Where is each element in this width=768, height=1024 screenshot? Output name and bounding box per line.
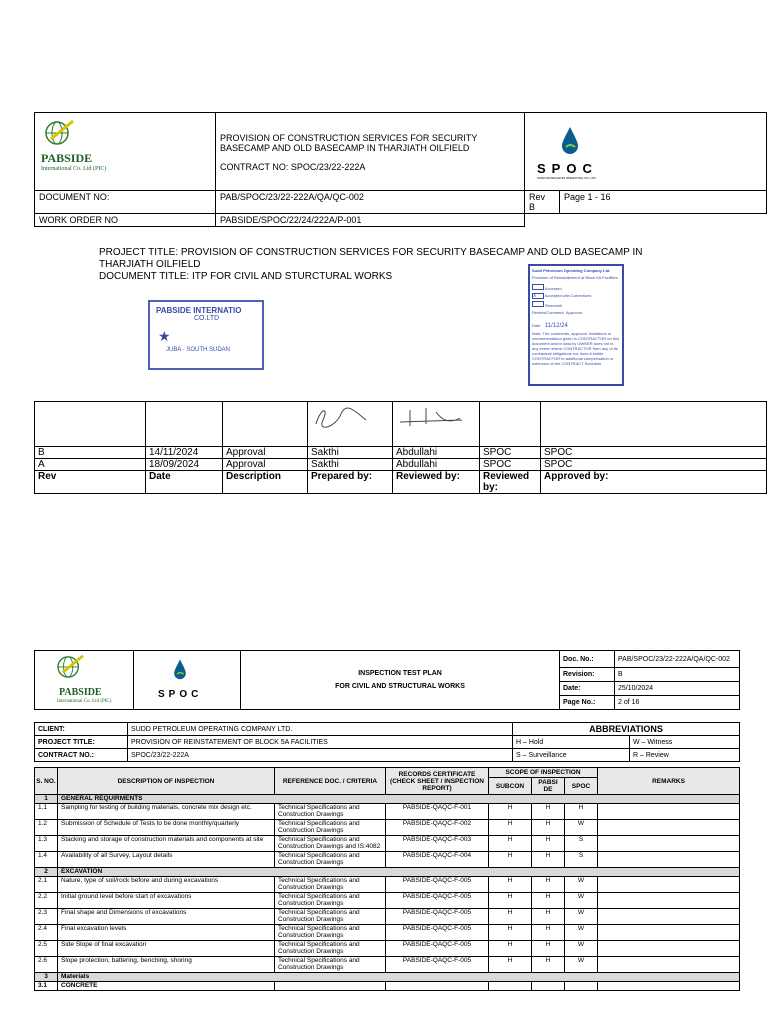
itp-title-line2: FOR CIVIL AND STRUCTURAL WORKS [335, 683, 465, 690]
reviewed-cell: Abdullahi [393, 459, 480, 471]
row-subcon: H [489, 941, 532, 957]
row-description: Availability of all Survey, Layout details [58, 852, 275, 868]
revision-labels [35, 471, 767, 494]
row-reference: Technical Specifications and Construction Drawings [275, 925, 386, 941]
row-record: PABSIDE-QAQC-F-001 [386, 804, 489, 820]
document-title: DOCUMENT TITLE: ITP FOR CIVIL AND STURCTURAL WORKS [99, 271, 393, 282]
row-description: Stacking and storage of construction materials and components at site [58, 836, 275, 852]
row-description: Slope protection, battering, benching, shoring [58, 957, 275, 973]
row-remarks [598, 804, 740, 820]
row-reference: Technical Specifications and Construction Drawings [275, 820, 386, 836]
header-title-cell [216, 113, 525, 191]
prepared-header: Prepared by: [308, 471, 393, 494]
table-row [35, 982, 740, 991]
table-row [35, 909, 740, 925]
spoc-logo [525, 113, 767, 191]
stamp2-title: Sudd Petroleum Operating Company Ltd. [532, 268, 611, 273]
stamp-line3: JUBA - SOUTH SUDAN [166, 347, 231, 353]
row-number: 2.3 [35, 909, 58, 925]
col-scope: SCOPE OF INSPECTION [489, 768, 598, 778]
itp-page-label: Page No.: [560, 696, 615, 710]
row-remarks [598, 852, 740, 868]
row-pabside: H [532, 941, 565, 957]
section-title: EXCAVATION [58, 868, 740, 877]
row-spoc: W [565, 941, 598, 957]
globe-icon [43, 119, 75, 145]
reviewed-header: Reviewed by: [393, 471, 480, 494]
header-title-line2: BASECAMP AND OLD BASECAMP IN THARJIATH OILFIELD [220, 143, 470, 153]
row-pabside: H [532, 852, 565, 868]
row-subcon: H [489, 804, 532, 820]
row-description: Side Slope of final excavation [58, 941, 275, 957]
prepared-cell: Sakthi [308, 459, 393, 471]
row-reference: Technical Specifications and Construction Drawings [275, 909, 386, 925]
itp-header [34, 650, 740, 710]
row-pabside: H [532, 957, 565, 973]
row-spoc: W [565, 925, 598, 941]
rev-label: Rev [529, 192, 546, 202]
row-record: PABSIDE-QAQC-F-005 [386, 909, 489, 925]
row-description: Submission of Schedule of Tests to be done monthly/quarterly [58, 820, 275, 836]
row-reference: Technical Specifications and Construction Drawings and IS:4082 [275, 836, 386, 852]
row-subcon: H [489, 893, 532, 909]
row-pabside: H [532, 909, 565, 925]
row-pabside: H [532, 820, 565, 836]
rev-cell [525, 191, 560, 214]
row-remarks [598, 909, 740, 925]
document-header [34, 112, 767, 227]
rev-cell: B [35, 447, 146, 459]
section-number: 3 [35, 973, 58, 982]
col-records-line2: (CHECK SHEET / INSPECTION REPORT) [390, 777, 484, 792]
row-spoc: W [565, 820, 598, 836]
spoc-subtitle: SUDD PETROLEUM OPERATING CO. LTD [537, 176, 596, 180]
table-row [35, 820, 740, 836]
abbr-witness: W – Witness [630, 736, 740, 749]
stamp-line1: PABSIDE INTERNATIO [156, 306, 242, 315]
itp-company-name: PABSIDE [59, 687, 102, 698]
table-row [35, 852, 740, 868]
doc-no-label: DOCUMENT NO: [35, 191, 216, 214]
stamp2-note: Note: The comments, approval, limitations or recommendation given to CONTRACTOR on this document and/or data by OWNER does not in any event relieve CONTRACTOR from any of its contractual obligations nor does it entitle CONTRACTOR to additional compensation or extension of the CONTRACT Schedule [532, 331, 620, 366]
row-spoc: W [565, 957, 598, 973]
reviewed-by-cell: SPOC [480, 447, 541, 459]
table-row [35, 804, 740, 820]
client-value: SUDD PETROLEUM OPERATING COMPANY LTD. [128, 723, 513, 736]
row-spoc: W [565, 909, 598, 925]
signature-prepared [308, 402, 393, 447]
stamp2-review-row [532, 310, 620, 315]
work-order-label: WORK ORDER NO [35, 214, 216, 227]
date-cell: 18/09/2024 [146, 459, 223, 471]
reviewed-by-header: Reviewed by: [480, 471, 541, 494]
row-reference: Technical Specifications and Construction Drawings [275, 941, 386, 957]
row-subcon: H [489, 909, 532, 925]
stamp2-opt3 [532, 301, 620, 308]
section-title: Materials [58, 973, 740, 982]
itp-title-line1: INSPECTION TEST PLAN [358, 670, 442, 677]
row-spoc: H [565, 804, 598, 820]
oil-drop-icon [559, 125, 581, 155]
table-row [35, 941, 740, 957]
reviewed-cell: Abdullahi [393, 447, 480, 459]
inspection-table [34, 767, 740, 991]
row-remarks [598, 820, 740, 836]
col-subcon: SUBCON [489, 778, 532, 795]
row-pabside: H [532, 836, 565, 852]
stamp2-opt3-label: Resubmit [545, 303, 563, 308]
row-subcon: H [489, 820, 532, 836]
description-cell: Approval [223, 447, 308, 459]
abbr-surveillance: S – Surveillance [513, 749, 630, 762]
company-stamp [148, 300, 264, 370]
signature-reviewed [393, 402, 480, 447]
oil-drop-icon [172, 657, 188, 681]
section-number: 2 [35, 868, 58, 877]
row-number: 1.1 [35, 804, 58, 820]
abbr-hold: H – Hold [513, 736, 630, 749]
col-spoc: SPOC [565, 778, 598, 795]
itp-pabside-logo [35, 651, 134, 710]
row-number: 3.1 [35, 982, 58, 991]
section-row [35, 868, 740, 877]
row-spoc: W [565, 893, 598, 909]
row-remarks [598, 957, 740, 973]
stamp2-approval: Approval: [565, 310, 583, 315]
row-description: Initial ground level before start of excavations [58, 893, 275, 909]
row-record: PABSIDE-QAQC-F-004 [386, 852, 489, 868]
project-label: PROJECT TITLE: [35, 736, 128, 749]
row-record: PABSIDE-QAQC-F-003 [386, 836, 489, 852]
row-pabside: H [532, 877, 565, 893]
revision-table [34, 401, 767, 494]
row-record: PABSIDE-QAQC-F-005 [386, 925, 489, 941]
row-record: PABSIDE-QAQC-F-002 [386, 820, 489, 836]
row-description: CONCRETE [58, 982, 275, 991]
col-sno: S. NO. [35, 768, 58, 795]
project-value: PROVISION OF REINSTATEMENT OF BLOCK 5A FACILITIES [128, 736, 513, 749]
stamp2-date-label: Date [532, 323, 541, 328]
page-label: Page 1 - 16 [560, 191, 767, 214]
itp-doc-value: PAB/SPOC/23/22-222A/QA/QC-002 [615, 651, 740, 668]
row-description: Sampling for testing of building materials, concrete mix design etc. [58, 804, 275, 820]
section-row [35, 973, 740, 982]
row-record: PABSIDE-QAQC-F-005 [386, 941, 489, 957]
company-subtitle: International Co. Ltd (PIC) [41, 166, 107, 172]
row-remarks [598, 893, 740, 909]
row-subcon: H [489, 877, 532, 893]
stamp2-sub: Provision of Reinstatement of Block 5A Facilities [532, 275, 618, 280]
row-spoc: W [565, 877, 598, 893]
description-header: Description [223, 471, 308, 494]
itp-company-sub: International Co. Ltd (PIC) [57, 699, 112, 704]
row-reference: Technical Specifications and Construction Drawings [275, 804, 386, 820]
contract-value: SPOC/23/22-222A [128, 749, 513, 762]
row-record: PABSIDE-QAQC-F-005 [386, 877, 489, 893]
row-reference [275, 982, 386, 991]
col-remarks: REMARKS [598, 768, 740, 795]
row-record: PABSIDE-QAQC-F-005 [386, 893, 489, 909]
row-reference: Technical Specifications and Construction Drawings [275, 852, 386, 868]
pabside-logo [35, 113, 216, 191]
rev-header: Rev [35, 471, 146, 494]
row-number: 2.5 [35, 941, 58, 957]
row-subcon: H [489, 852, 532, 868]
row-number: 2.4 [35, 925, 58, 941]
doc-no-value: PAB/SPOC/23/22-222A/QA/QC-002 [216, 191, 525, 214]
row-pabside: H [532, 925, 565, 941]
row-spoc: S [565, 836, 598, 852]
stamp-line2: CO.LTD [194, 315, 220, 322]
row-description: Final shape and Dimensions of excavations [58, 909, 275, 925]
rev-value: B [529, 202, 536, 212]
approved-cell: SPOC [541, 459, 767, 471]
itp-rev-value: B [615, 668, 740, 682]
row-number: 1.3 [35, 836, 58, 852]
approval-stamp [528, 264, 624, 386]
row-description: Nature, type of soil/rock before and during excavations [58, 877, 275, 893]
project-title-line1: PROJECT TITLE: PROVISION OF CONSTRUCTION SERVICES FOR SECURITY BASECAMP AND OLD BASECAMP IN [99, 247, 643, 258]
row-reference: Technical Specifications and Construction Drawings [275, 893, 386, 909]
approved-header: Approved by: [541, 471, 767, 494]
client-label: CLIENT: [35, 723, 128, 736]
itp-date-value: 25/10/2024 [615, 682, 740, 696]
stamp2-opt1 [532, 284, 620, 291]
section-row [35, 795, 740, 804]
row-reference: Technical Specifications and Construction Drawings [275, 877, 386, 893]
row-pabside [532, 982, 565, 991]
row-subcon: H [489, 836, 532, 852]
date-cell: 14/11/2024 [146, 447, 223, 459]
prepared-cell: Sakthi [308, 447, 393, 459]
revision-row-b [35, 447, 767, 459]
row-subcon: H [489, 957, 532, 973]
itp-date-label: Date: [560, 682, 615, 696]
section-title: GENERAL REQUIRMENTS [58, 795, 740, 804]
row-remarks [598, 941, 740, 957]
project-title-line2: THARJIATH OILFIELD [99, 259, 201, 270]
row-record: PABSIDE-QAQC-F-005 [386, 957, 489, 973]
row-number: 1.2 [35, 820, 58, 836]
table-row [35, 836, 740, 852]
contract-label: CONTRACT NO.: [35, 749, 128, 762]
itp-spoc-name: SPOC [158, 689, 203, 700]
reviewed-by-cell: SPOC [480, 459, 541, 471]
row-subcon [489, 982, 532, 991]
stamp2-opt2-label: Accepted with Corrections [544, 293, 592, 298]
row-record [386, 982, 489, 991]
col-records-line1: RECORDS CERTIFICATE [398, 770, 476, 778]
row-remarks [598, 982, 740, 991]
row-pabside: H [532, 893, 565, 909]
revision-row-a [35, 459, 767, 471]
itp-rev-label: Revision: [560, 668, 615, 682]
table-row [35, 957, 740, 973]
star-icon: ★ [158, 328, 171, 344]
table-row [35, 925, 740, 941]
itp-spoc-logo [134, 651, 241, 710]
row-pabside: H [532, 804, 565, 820]
row-subcon: H [489, 925, 532, 941]
itp-meta [34, 722, 740, 762]
spoc-name: SPOC [537, 161, 598, 176]
row-remarks [598, 836, 740, 852]
row-number: 1.4 [35, 852, 58, 868]
row-description: Final excavation levels [58, 925, 275, 941]
stamp2-opt2: X Accepted with Corrections [533, 293, 592, 299]
itp-doc-label: Doc. No.: [560, 651, 615, 668]
itp-page-value: 2 of 16 [615, 696, 740, 710]
col-description: DESCRIPTION OF INSPECTION [58, 768, 275, 795]
date-header: Date [146, 471, 223, 494]
stamp2-date-row [532, 323, 620, 329]
section-number: 1 [35, 795, 58, 804]
work-order-value: PABSIDE/SPOC/22/24/222A/P-001 [216, 214, 525, 227]
row-spoc: S [565, 852, 598, 868]
stamp2-opt1-label: Accepted [544, 286, 562, 291]
header-contract: CONTRACT NO: SPOC/23/22-222A [220, 162, 366, 172]
row-remarks [598, 925, 740, 941]
col-pabside: PABSI DE [532, 778, 565, 795]
description-cell: Approval [223, 459, 308, 471]
abbr-review: R – Review [630, 749, 740, 762]
row-reference: Technical Specifications and Construction Drawings [275, 957, 386, 973]
globe-icon [55, 654, 85, 678]
stamp2-review: Review/Comment [532, 310, 564, 315]
row-number: 2.1 [35, 877, 58, 893]
company-name: PABSIDE [41, 151, 93, 165]
approved-cell: SPOC [541, 447, 767, 459]
row-number: 2.6 [35, 957, 58, 973]
header-title-line1: PROVISION OF CONSTRUCTION SERVICES FOR SECURITY [220, 133, 478, 143]
table-row [35, 893, 740, 909]
col-reference: REFERENCE DOC. / CRITERIA [275, 768, 386, 795]
abbreviations-title: ABBREVIATIONS [513, 723, 740, 736]
table-row [35, 877, 740, 893]
row-number: 2.2 [35, 893, 58, 909]
itp-title [241, 651, 560, 710]
row-spoc [565, 982, 598, 991]
col-records [386, 768, 489, 795]
rev-cell: A [35, 459, 146, 471]
row-remarks [598, 877, 740, 893]
stamp2-date: 11/12/24 [544, 323, 568, 329]
